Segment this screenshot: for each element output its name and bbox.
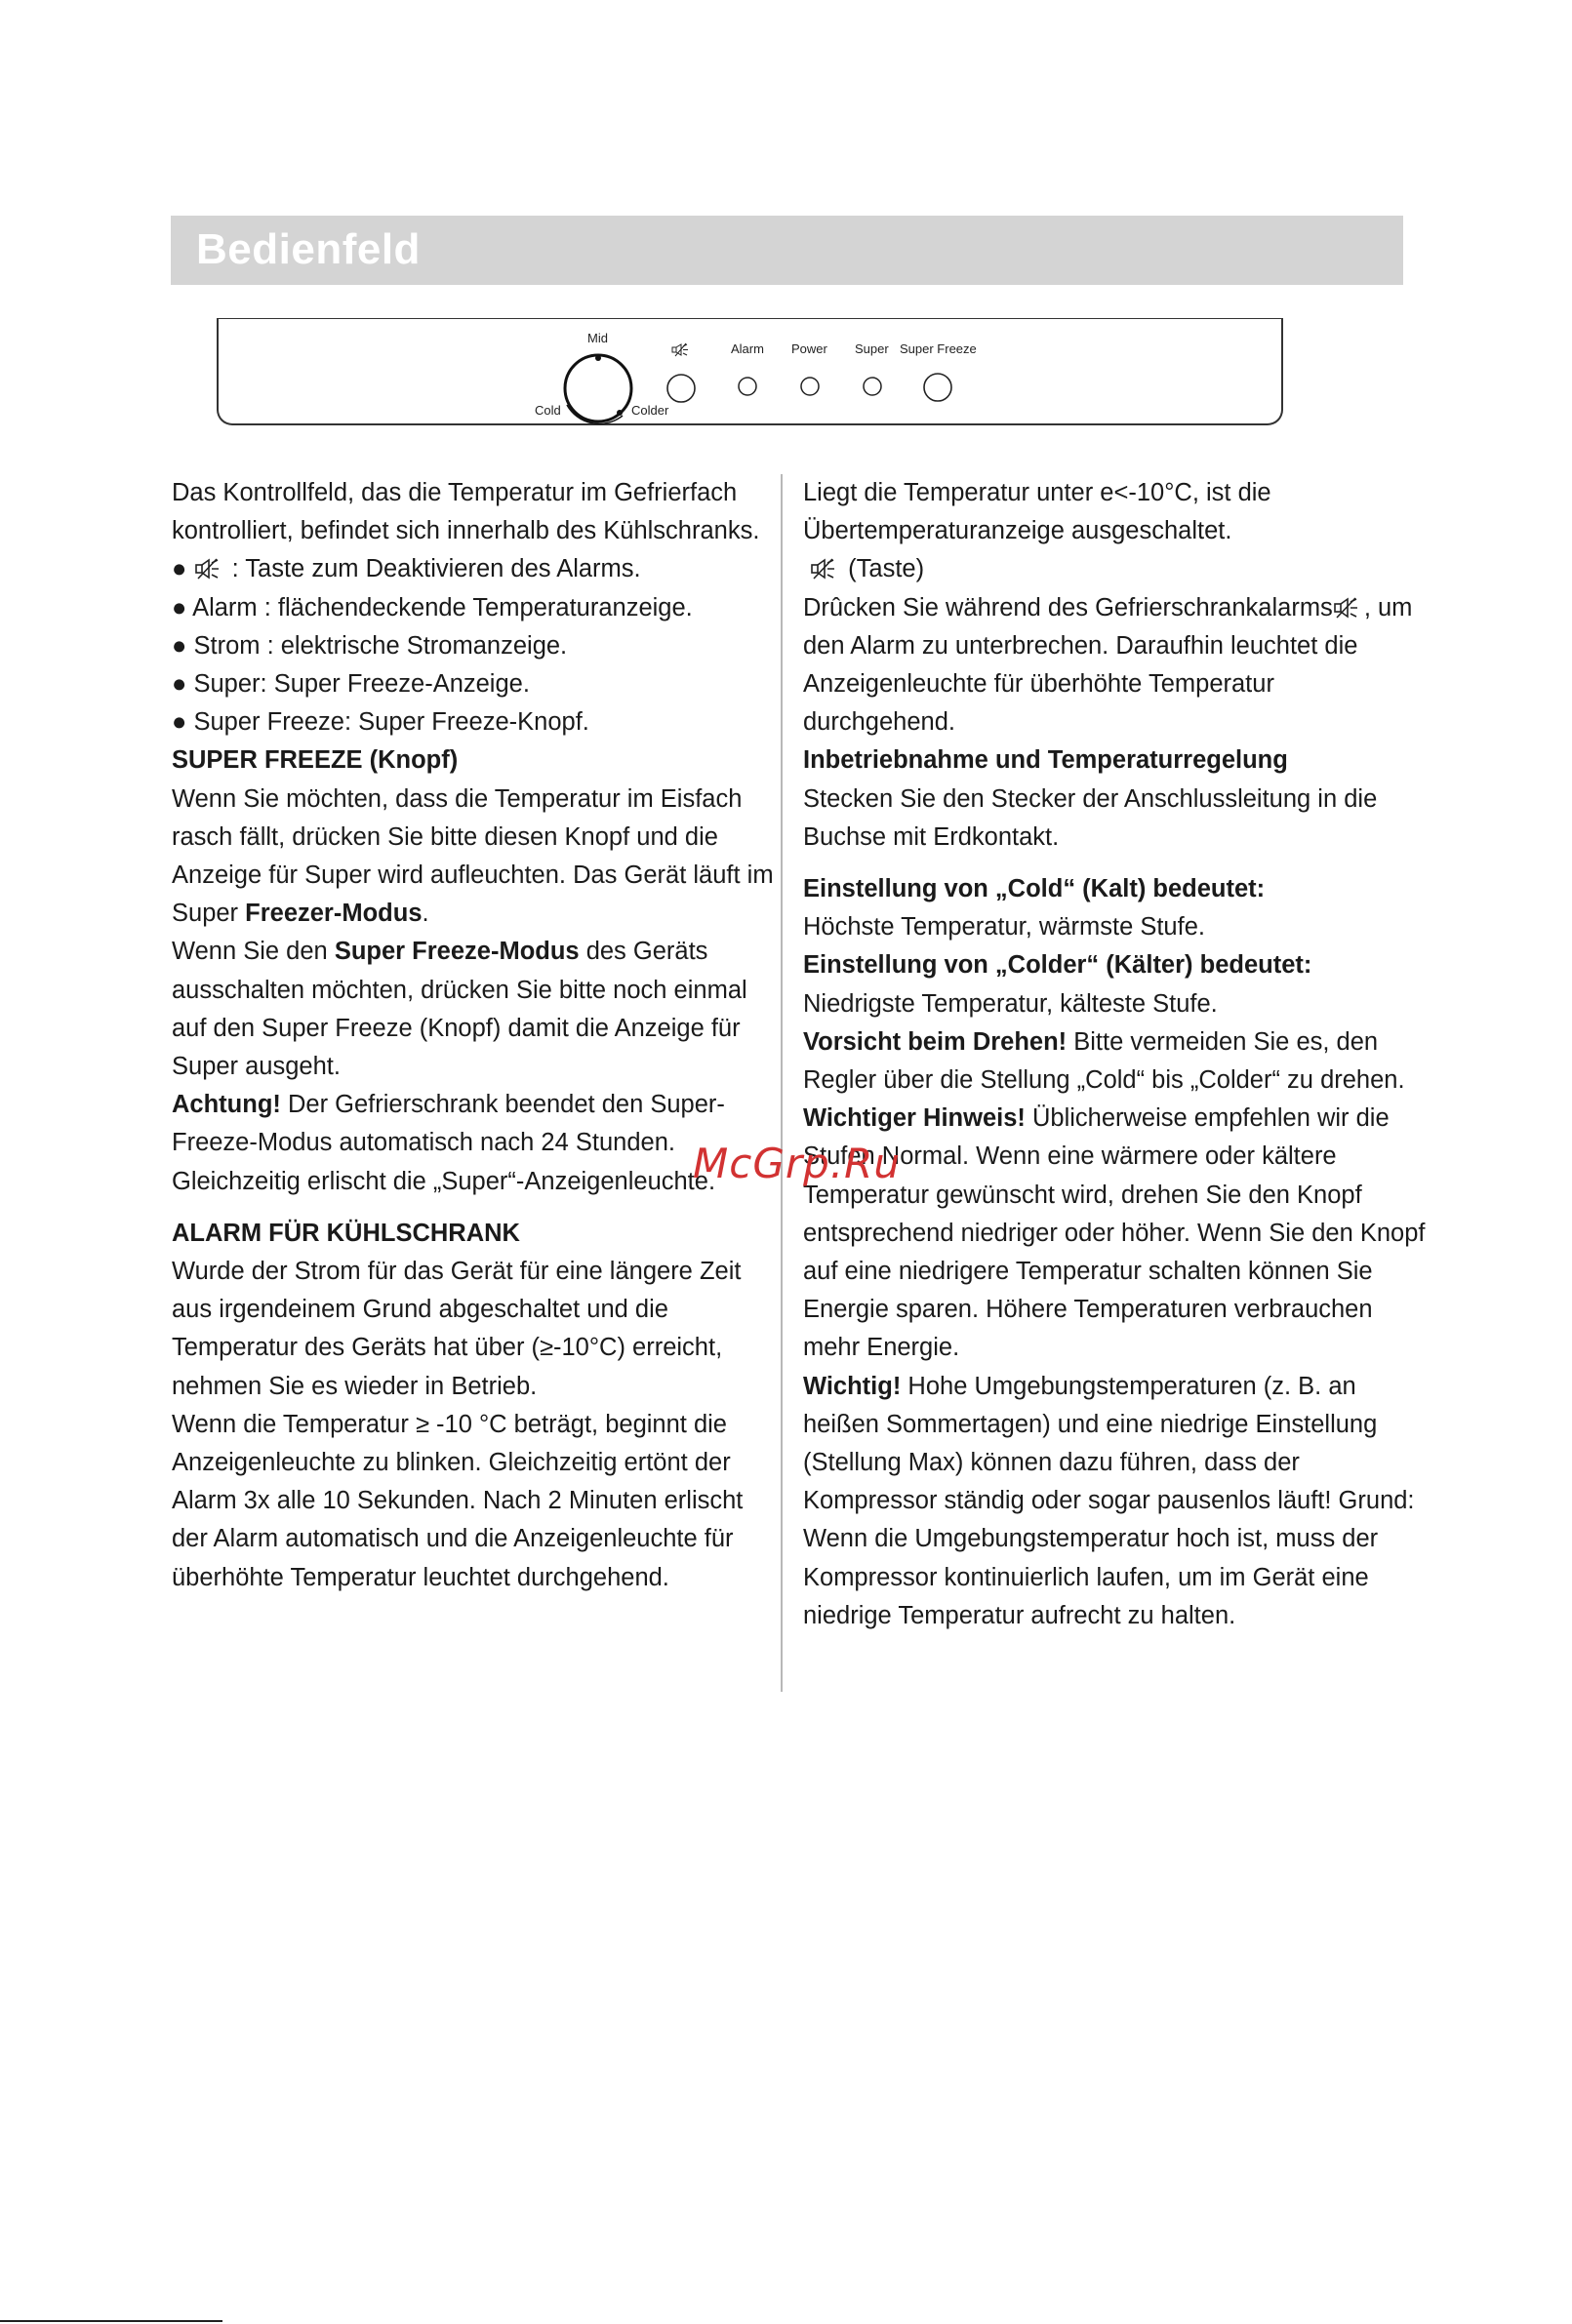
colder-paragraph: Niedrigste Temperatur, kälteste Stufe. — [803, 989, 1218, 1018]
bullet-super-freeze: ● Super Freeze: Super Freeze-Knopf. — [172, 708, 589, 737]
important-paragraph: Wichtig! Hohe Umgebungstemperaturen (z. B. an heißen Sommertagen) und eine niedrige Einstellung (Stellung Max) können dazu führen, dass der Kompressor ständig oder sogar pausenlos läuft! Grund: Wenn die Umgebungstemperatur hoch ist, muss der Kompressor kontinuierlich laufen, um im Gerät eine niedrige Temperatur aufrecht zu halten. — [803, 1372, 1415, 1629]
alarm-paragraph-1: Wurde der Strom für das Gerät für eine längere Zeit aus irgendeinem Grund abgeschaltet und die Temperatur des Geräts hat über (≥-10°C) erreicht, nehmen Sie es wieder in Betrieb. — [172, 1258, 742, 1400]
left-column — [172, 474, 782, 1597]
bullet-super: ● Super: Super Freeze-Anzeige. — [172, 670, 530, 699]
super-freeze-heading: SUPER FREEZE (Knopf) — [172, 746, 459, 775]
super-freeze-paragraph-2: Wenn Sie den Super Freeze-Modus des Geräts ausschalten möchten, drücken Sie bitte noch einmal auf den Super Freeze (Knopf) damit die Anzeige für Super ausgeht. — [172, 938, 747, 1081]
super-label: Super — [855, 341, 889, 356]
super-freeze-paragraph-3: Achtung! Der Gefrierschrank beendet den Super-Freeze-Modus automatisch nach 24 Stunden. Gleichzeitig erlischt die „Super“-Anzeigenleuchte. — [172, 1091, 725, 1195]
super-freeze-label: Super Freeze — [900, 341, 977, 356]
bullet-alarm: ● Alarm : flächendeckende Temperaturanzeige. — [172, 593, 693, 621]
column-divider — [781, 474, 783, 1692]
page-title: Bedienfeld — [196, 225, 421, 273]
alarm-mute-button — [667, 375, 695, 402]
bullet-mute: ● : Taste zum Deaktivieren des Alarms. — [172, 555, 641, 583]
knob-label-cold: Cold — [535, 403, 561, 418]
colder-heading: Einstellung von „Colder“ (Kälter) bedeutet: — [803, 951, 1312, 980]
control-panel-diagram — [217, 318, 1283, 425]
power-indicator — [801, 378, 819, 395]
section-header — [171, 216, 1403, 285]
mute-button-heading: (Taste) — [803, 550, 1428, 588]
alarm-paragraph-2: Wenn die Temperatur ≥ -10 °C beträgt, beginnt die Anzeigenleuchte zu blinken. Gleichzeitig ertönt der Alarm 3x alle 10 Sekunden. Nach 2 Minuten erlischt der Alarm automatisch und die Anzeigenleuchte für überhöhte Temperatur leuchtet durchgehend. — [172, 1410, 744, 1591]
power-label: Power — [791, 341, 827, 356]
mute-paragraph: Drûcken Sie während des Gefrierschrankalarms , um den Alarm zu unterbrechen. Daraufhin leuchtet die Anzeigenleuchte für überhöhte Temperatur durchgehend. — [803, 593, 1413, 737]
footer-rule — [0, 2320, 222, 2322]
right-column — [803, 474, 1428, 1635]
mute-icon — [810, 558, 841, 580]
knob-label-colder: Colder — [631, 403, 669, 418]
mute-icon — [194, 558, 225, 580]
knob-label-mid: Mid — [587, 331, 608, 345]
caution-paragraph: Vorsicht beim Drehen! Bitte vermeiden Sie es, den Regler über die Stellung „Cold“ bis „Colder“ zu drehen. — [803, 1027, 1405, 1095]
super-freeze-paragraph-1: Wenn Sie möchten, dass die Temperatur im Eisfach rasch fällt, drücken Sie bitte diesen Knopf und die Anzeige für Super wird aufleuchten. Das Gerät läuft im Super Freezer-Modus. — [172, 784, 774, 928]
alarm-heading: ALARM FÜR KÜHLSCHRANK — [172, 1219, 520, 1247]
setup-paragraph: Stecken Sie den Stecker der Anschlussleitung in die Buchse mit Erdkontakt. — [803, 784, 1378, 851]
setup-heading: Inbetriebnahme und Temperaturregelung — [803, 746, 1288, 775]
intro-paragraph: Das Kontrollfeld, das die Temperatur im Gefrierfach kontrolliert, befindet sich innerhalb des Kühlschranks. — [172, 479, 760, 545]
alarm-indicator — [739, 378, 756, 395]
super-freeze-button — [924, 374, 951, 401]
cold-paragraph: Höchste Temperatur, wärmste Stufe. — [803, 913, 1205, 942]
alarm-label: Alarm — [731, 341, 764, 356]
super-indicator — [864, 378, 881, 395]
over-temp-paragraph: Liegt die Temperatur unter e<-10°C, ist die Übertemperaturanzeige ausgeschaltet. — [803, 479, 1271, 545]
watermark: McGrp.Ru — [693, 1140, 901, 1187]
important-note-paragraph: Wichtiger Hinweis! Üblicherweise empfehlen wir die Stufen Normal. Wenn eine wärmere oder kältere Temperatur gewünscht wird, drehen Sie den Knopf entsprechend niedriger oder höher. Wenn Sie den Knopf auf eine niedrigere Temperatur schalten können Sie Energie sparen. Höhere Temperaturen verbrauchen mehr Energie. — [803, 1104, 1426, 1362]
cold-heading: Einstellung von „Cold“ (Kalt) bedeutet: — [803, 875, 1266, 903]
mute-icon — [672, 343, 688, 356]
mute-icon — [1333, 597, 1364, 619]
bullet-power: ● Strom : elektrische Stromanzeige. — [172, 631, 568, 660]
control-panel-drawing — [219, 319, 1285, 426]
